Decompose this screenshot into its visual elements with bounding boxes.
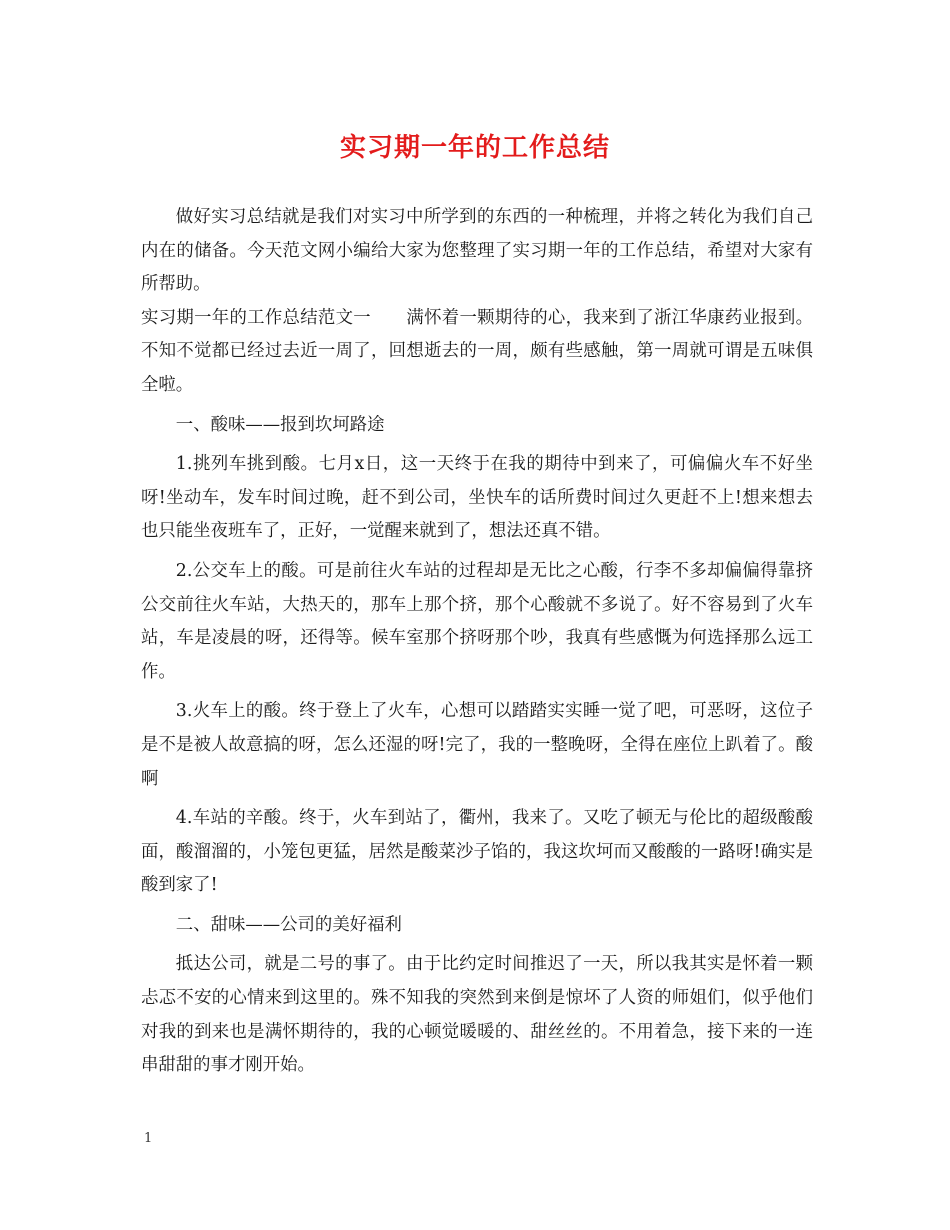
paragraph-arrival: 抵达公司，就是二号的事了。由于比约定时间推迟了一天，所以我其实是怀着一颗忐忑不安的心情来到这里的。殊不知我的突然到来倒是惊坏了人资的师姐们，似乎他们对我的到来也是满怀期待的，我的心顿觉暖暖的、甜丝丝的。不用着急，接下来的一连串甜甜的事才刚开始。 [141,954,813,1076]
paragraph-train: 3.火车上的酸。终于登上了火车，心想可以踏踏实实睡一觉了吧，可恶呀，这位子是不是被人故意搞的呀，怎么还湿的呀!完了，我的一整晚呀，全得在座位上趴着了。酸啊 [141,701,813,789]
document-title: 实习期一年的工作总结 [339,133,610,163]
paragraph-train-ticket: 1.挑列车挑到酸。七月x日，这一天终于在我的期待中到来了，可偏偏火车不好坐呀!坐动车，发车时间过晚，赶不到公司，坐快车的话所费时间过久更赶不上!想来想去也只能坐夜班车了，正好，一觉醒来就到了，想法还真不错。 [141,454,813,542]
document-body [141,201,813,1083]
section-heading-sour: 一、酸味——报到坎坷路途 [175,414,385,435]
intro-paragraph: 做好实习总结就是我们对实习中所学到的东西的一种梳理，并将之转化为我们自己内在的储备。今天范文网小编给大家为您整理了实习期一年的工作总结，希望对大家有所帮助。 [141,207,813,295]
paragraph-bus: 2.公交车上的酸。可是前往火车站的过程却是无比之心酸，行李不多却偏偏得靠挤公交前往火车站，大热天的，那车上那个挤，那个心酸就不多说了。好不容易到了火车站，车是凌晨的呀，还得等。候车室那个挤呀那个吵，我真有些感慨为何选择那么远工作。 [141,560,813,682]
paragraph-station: 4.车站的辛酸。终于，火车到站了，衢州，我来了。又吃了顿无与伦比的超级酸酸面，酸溜溜的，小笼包更猛，居然是酸菜沙子馅的，我这坎坷而又酸酸的一路呀!确实是酸到家了! [141,808,813,896]
page-number: 1 [144,1131,153,1146]
section-heading-sweet: 二、甜味——公司的美好福利 [175,914,402,935]
sample-one-paragraph: 实习期一年的工作总结范文一 满怀着一颗期待的心，我来到了浙江华康药业报到。不知不觉都已经过去近一周了，回想逝去的一周，颇有些感触，第一周就可谓是五味俱全啦。 [141,307,813,395]
